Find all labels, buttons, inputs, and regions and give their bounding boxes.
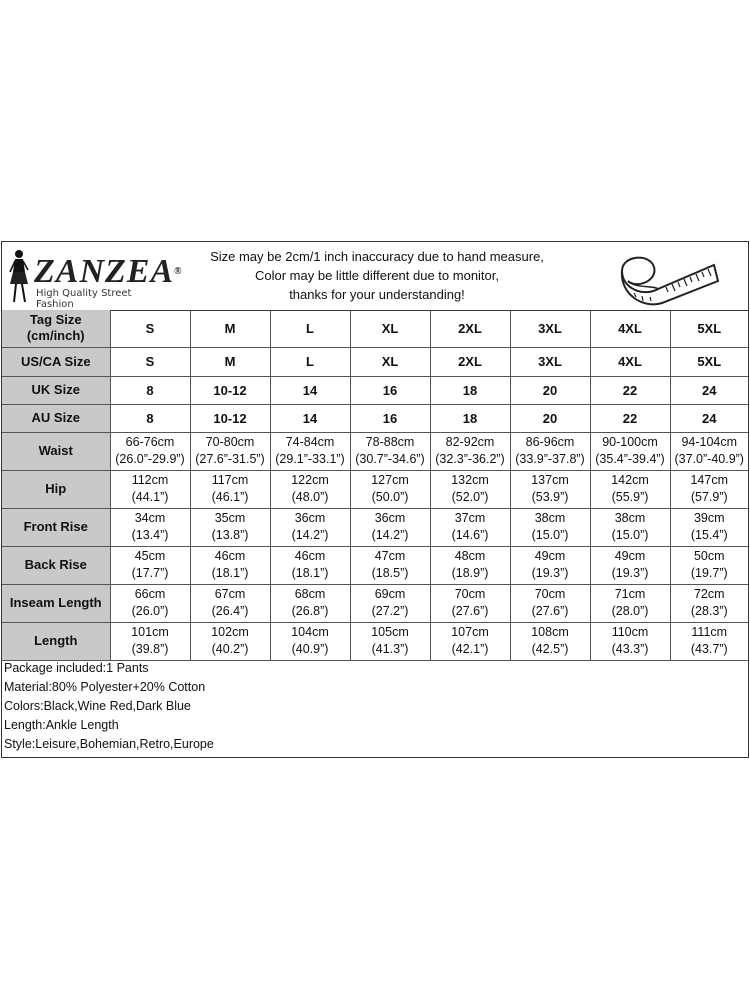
size-cell-line: (26.4”) [211, 604, 249, 618]
size-cell-line: (32.3”-36.2”) [435, 452, 505, 466]
notice-line: Color may be little different due to monitor, [255, 268, 499, 283]
brand-logo [6, 248, 183, 310]
size-cell-line: (26.8”) [291, 604, 329, 618]
size-cell [430, 404, 510, 432]
notice-line: thanks for your understanding! [289, 287, 465, 302]
size-cell [430, 432, 510, 470]
size-cell [110, 508, 190, 546]
size-cell-line: 5XL [697, 320, 722, 336]
size-cell [430, 622, 510, 660]
size-cell-line: (27.6”) [451, 604, 489, 618]
size-cell [190, 508, 270, 546]
size-cell-line: (46.1”) [211, 490, 249, 504]
size-cell [590, 376, 670, 404]
size-cell-line: (52.0”) [451, 490, 489, 504]
size-cell [590, 347, 670, 376]
size-cell [190, 622, 270, 660]
size-cell-line: (41.3”) [371, 642, 409, 656]
size-cell-line: (27.6”-31.5”) [195, 452, 265, 466]
note-style: Style:Leisure,Bohemian,Retro,Europe [4, 737, 214, 751]
size-cell-line: (43.7”) [690, 642, 728, 656]
brand-tagline: High Quality Street Fashion [36, 288, 132, 310]
size-cell-line: 20 [542, 410, 558, 426]
size-cell [110, 546, 190, 584]
size-chart-sheet [1, 241, 749, 758]
size-cell-line: 101cm [131, 625, 169, 639]
size-row [2, 376, 748, 404]
size-cell [190, 470, 270, 508]
size-cell-line: 46cm [214, 549, 246, 563]
size-cell [350, 404, 430, 432]
measurement-notice [162, 247, 592, 304]
size-cell [110, 432, 190, 470]
size-cell-line: 70cm [454, 587, 486, 601]
size-cell-line: (50.0”) [371, 490, 409, 504]
size-cell-line: (44.1”) [131, 490, 169, 504]
size-cell-line: (13.8”) [211, 528, 249, 542]
size-cell [350, 546, 430, 584]
measuring-tape-icon [614, 245, 719, 307]
size-chart-header [2, 242, 748, 311]
size-cell [190, 376, 270, 404]
size-cell [350, 584, 430, 622]
size-cell [190, 546, 270, 584]
brand-text: ZANZEA [34, 253, 175, 290]
size-cell [110, 376, 190, 404]
size-cell-line: 8 [146, 410, 154, 426]
note-package: Package included:1 Pants [4, 661, 149, 675]
size-cell [510, 508, 590, 546]
size-cell [590, 404, 670, 432]
row-header: Back Rise [2, 546, 110, 584]
size-cell-line: 18 [462, 382, 478, 398]
size-cell [670, 622, 748, 660]
size-cell-line: 36cm [294, 511, 326, 525]
size-cell-line: 8 [146, 382, 154, 398]
size-cell-line: 24 [702, 410, 717, 426]
size-cell [110, 584, 190, 622]
size-cell [110, 404, 190, 432]
fashion-model-silhouette-icon [6, 248, 32, 304]
size-cell [670, 404, 748, 432]
size-cell-line: 48cm [454, 549, 486, 563]
size-cell-line: XL [381, 320, 399, 336]
size-cell-line: M [224, 354, 236, 369]
size-cell-line: 127cm [371, 473, 409, 487]
size-cell [110, 622, 190, 660]
size-cell-line: (42.1”) [451, 642, 489, 656]
size-cell [350, 622, 430, 660]
size-cell-line: 5XL [697, 354, 722, 369]
size-cell-line: 24 [702, 382, 717, 398]
size-cell-line: (13.4”) [131, 528, 169, 542]
size-cell-line: (40.2”) [211, 642, 249, 656]
size-cell-line: 2XL [458, 320, 482, 336]
size-cell-line: 38cm [614, 511, 646, 525]
size-cell [350, 347, 430, 376]
size-cell-line: (17.7”) [131, 566, 169, 580]
size-cell-line: 108cm [531, 625, 569, 639]
size-cell [670, 584, 748, 622]
size-cell-line: (28.3”) [690, 604, 728, 618]
size-cell [590, 622, 670, 660]
size-cell-line: (18.5”) [371, 566, 409, 580]
size-cell [110, 470, 190, 508]
size-cell [110, 310, 190, 347]
size-cell-line: (40.9”) [291, 642, 329, 656]
size-cell [590, 470, 670, 508]
size-cell [670, 376, 748, 404]
size-cell-line: 18 [462, 410, 478, 426]
size-cell-line: 69cm [374, 587, 406, 601]
brand-registered-mark: ® [174, 266, 183, 277]
note-length: Length:Ankle Length [4, 718, 119, 732]
size-cell-line: L [306, 320, 314, 336]
size-cell [670, 508, 748, 546]
size-cell-line: (14.6”) [451, 528, 489, 542]
size-cell-line: 66-76cm [125, 435, 175, 449]
size-cell-line: 117cm [211, 473, 249, 487]
size-cell [270, 347, 350, 376]
size-cell-line: 35cm [214, 511, 246, 525]
size-cell-line: 3XL [538, 354, 562, 369]
size-cell [590, 546, 670, 584]
size-cell-line: 72cm [693, 587, 725, 601]
size-cell-line: 10-12 [213, 410, 247, 426]
size-row [2, 404, 748, 432]
size-cell [270, 546, 350, 584]
size-cell [510, 584, 590, 622]
size-cell [590, 432, 670, 470]
size-cell [190, 432, 270, 470]
size-cell-line: S [145, 354, 155, 369]
size-cell-line: (19.3”) [611, 566, 649, 580]
size-row [2, 622, 748, 660]
size-cell-line: 111cm [691, 625, 728, 639]
size-cell [670, 546, 748, 584]
size-cell-line: (19.7”) [690, 566, 728, 580]
size-cell-line: (26.0”-29.9”) [115, 452, 185, 466]
size-cell-line: 49cm [614, 549, 646, 563]
size-cell [350, 508, 430, 546]
size-cell-line: 102cm [211, 625, 249, 639]
row-header: Hip [2, 470, 110, 508]
size-cell-line: 86-96cm [525, 435, 575, 449]
size-cell-line: (53.9”) [531, 490, 569, 504]
size-cell [510, 404, 590, 432]
size-cell-line: M [224, 320, 236, 336]
size-cell-line: 122cm [291, 473, 329, 487]
size-cell-line: (19.3”) [531, 566, 569, 580]
size-cell-line: 82-92cm [445, 435, 495, 449]
size-cell-line: (15.0”) [531, 528, 569, 542]
size-cell-line: (30.7”-34.6”) [355, 452, 425, 466]
size-cell-line: 10-12 [213, 382, 247, 398]
size-cell-line: 147cm [690, 473, 729, 487]
size-cell [270, 310, 350, 347]
size-cell-line: 22 [622, 382, 638, 398]
size-cell [590, 508, 670, 546]
size-cell [270, 376, 350, 404]
size-cell [190, 404, 270, 432]
size-cell-line: 104cm [291, 625, 329, 639]
row-header: Inseam Length [2, 584, 110, 622]
size-cell-line: 66cm [134, 587, 166, 601]
size-cell [190, 584, 270, 622]
size-cell [270, 508, 350, 546]
size-cell-line: 2XL [458, 354, 482, 369]
size-cell [510, 470, 590, 508]
size-cell [510, 310, 590, 347]
product-notes [4, 659, 214, 754]
size-cell-line: (42.5”) [531, 642, 569, 656]
size-cell [190, 347, 270, 376]
size-cell-line: 16 [382, 410, 398, 426]
size-cell [270, 432, 350, 470]
size-cell-line: 50cm [693, 549, 725, 563]
size-cell-line: 78-88cm [365, 435, 415, 449]
size-cell-line: (43.3”) [611, 642, 649, 656]
size-cell-line: 94-104cm [681, 435, 738, 449]
size-cell [430, 584, 510, 622]
size-cell [350, 310, 430, 347]
size-cell [510, 546, 590, 584]
size-cell-line: 4XL [618, 354, 642, 369]
size-cell-line: (15.4”) [690, 528, 728, 542]
size-cell [270, 470, 350, 508]
size-cell-line: S [145, 320, 155, 336]
size-row [2, 584, 748, 622]
size-cell [270, 584, 350, 622]
size-cell-line: (55.9”) [611, 490, 649, 504]
size-cell [430, 470, 510, 508]
size-cell-line: 14 [302, 382, 318, 398]
notice-line: Size may be 2cm/1 inch inaccuracy due to hand measure, [210, 249, 544, 264]
size-cell-line: (28.0”) [611, 604, 649, 618]
size-cell-line: (18.9”) [451, 566, 489, 580]
size-cell [670, 432, 748, 470]
size-cell-line: (39.8”) [131, 642, 169, 656]
row-header: UK Size [2, 376, 110, 404]
size-cell-line: 36cm [374, 511, 406, 525]
size-row [2, 546, 748, 584]
size-row [2, 310, 748, 347]
size-cell-line: 70cm [534, 587, 566, 601]
size-cell-line: 47cm [374, 549, 406, 563]
size-cell-line: (18.1”) [291, 566, 329, 580]
size-cell-line: 49cm [534, 549, 566, 563]
note-colors: Colors:Black,Wine Red,Dark Blue [4, 699, 191, 713]
size-cell-line: 3XL [538, 320, 562, 336]
size-row [2, 432, 748, 470]
size-cell [270, 404, 350, 432]
size-cell [430, 347, 510, 376]
size-cell-line: 46cm [294, 549, 326, 563]
size-cell-line: 107cm [451, 625, 489, 639]
size-row [2, 347, 748, 376]
size-cell-line: 142cm [611, 473, 649, 487]
size-cell-line: (18.1”) [211, 566, 249, 580]
size-cell [510, 376, 590, 404]
size-cell-line: 45cm [134, 549, 166, 563]
size-cell [190, 310, 270, 347]
size-cell-line: 34cm [134, 511, 166, 525]
size-cell-line: (29.1”-33.1”) [275, 452, 345, 466]
size-cell [110, 347, 190, 376]
row-header: Front Rise [2, 508, 110, 546]
size-cell-line: (57.9”) [690, 490, 728, 504]
size-cell-line: 37cm [454, 511, 486, 525]
size-cell [590, 584, 670, 622]
size-cell-line: 132cm [451, 473, 489, 487]
size-cell [430, 310, 510, 347]
size-cell [510, 347, 590, 376]
size-cell [670, 470, 748, 508]
size-cell-line: (33.9”-37.8”) [515, 452, 585, 466]
size-cell [670, 347, 748, 376]
size-cell-line: 22 [622, 410, 638, 426]
size-table [2, 310, 748, 661]
size-cell-line: (15.0”) [611, 528, 649, 542]
size-cell [430, 376, 510, 404]
size-cell-line: 90-100cm [602, 435, 658, 449]
size-row [2, 508, 748, 546]
size-cell [430, 508, 510, 546]
row-header: AU Size [2, 404, 110, 432]
size-cell-line: 110cm [611, 625, 649, 639]
size-cell-line: (37.0”-40.9”) [674, 452, 744, 466]
size-cell [350, 470, 430, 508]
size-cell-line: (27.6”) [531, 604, 569, 618]
size-cell-line: (14.2”) [371, 528, 409, 542]
size-cell [350, 376, 430, 404]
size-cell-line: 112cm [131, 473, 169, 487]
size-cell-line: 4XL [618, 320, 642, 336]
size-cell [270, 622, 350, 660]
row-header: Tag Size (cm/inch) [2, 310, 110, 347]
brand-name [34, 254, 183, 290]
size-cell-line: 68cm [294, 587, 326, 601]
note-material: Material:80% Polyester+20% Cotton [4, 680, 206, 694]
size-cell-line: L [306, 354, 314, 369]
size-cell-line: 70-80cm [205, 435, 255, 449]
size-cell [510, 432, 590, 470]
size-cell-line: (48.0”) [291, 490, 329, 504]
size-row [2, 470, 748, 508]
size-cell [430, 546, 510, 584]
size-cell-line: 14 [302, 410, 318, 426]
size-cell-line: 20 [542, 382, 558, 398]
size-cell-line: (14.2”) [291, 528, 329, 542]
size-cell-line: 71cm [614, 587, 646, 601]
row-header: Waist [2, 432, 110, 470]
row-header: Length [2, 622, 110, 660]
size-cell-line: XL [381, 354, 399, 369]
size-cell [350, 432, 430, 470]
row-header: US/CA Size [2, 347, 110, 376]
size-cell-line: 38cm [534, 511, 566, 525]
size-cell-line: 16 [382, 382, 398, 398]
size-cell [510, 622, 590, 660]
size-cell-line: 137cm [531, 473, 569, 487]
size-cell [590, 310, 670, 347]
size-cell-line: (27.2”) [371, 604, 409, 618]
size-cell-line: 39cm [693, 511, 725, 525]
size-cell-line: 105cm [371, 625, 409, 639]
size-cell-line: (35.4”-39.4”) [595, 452, 665, 466]
size-cell-line: 67cm [214, 587, 246, 601]
size-cell [670, 310, 748, 347]
size-cell-line: 74-84cm [285, 435, 335, 449]
size-cell-line: (26.0”) [131, 604, 169, 618]
